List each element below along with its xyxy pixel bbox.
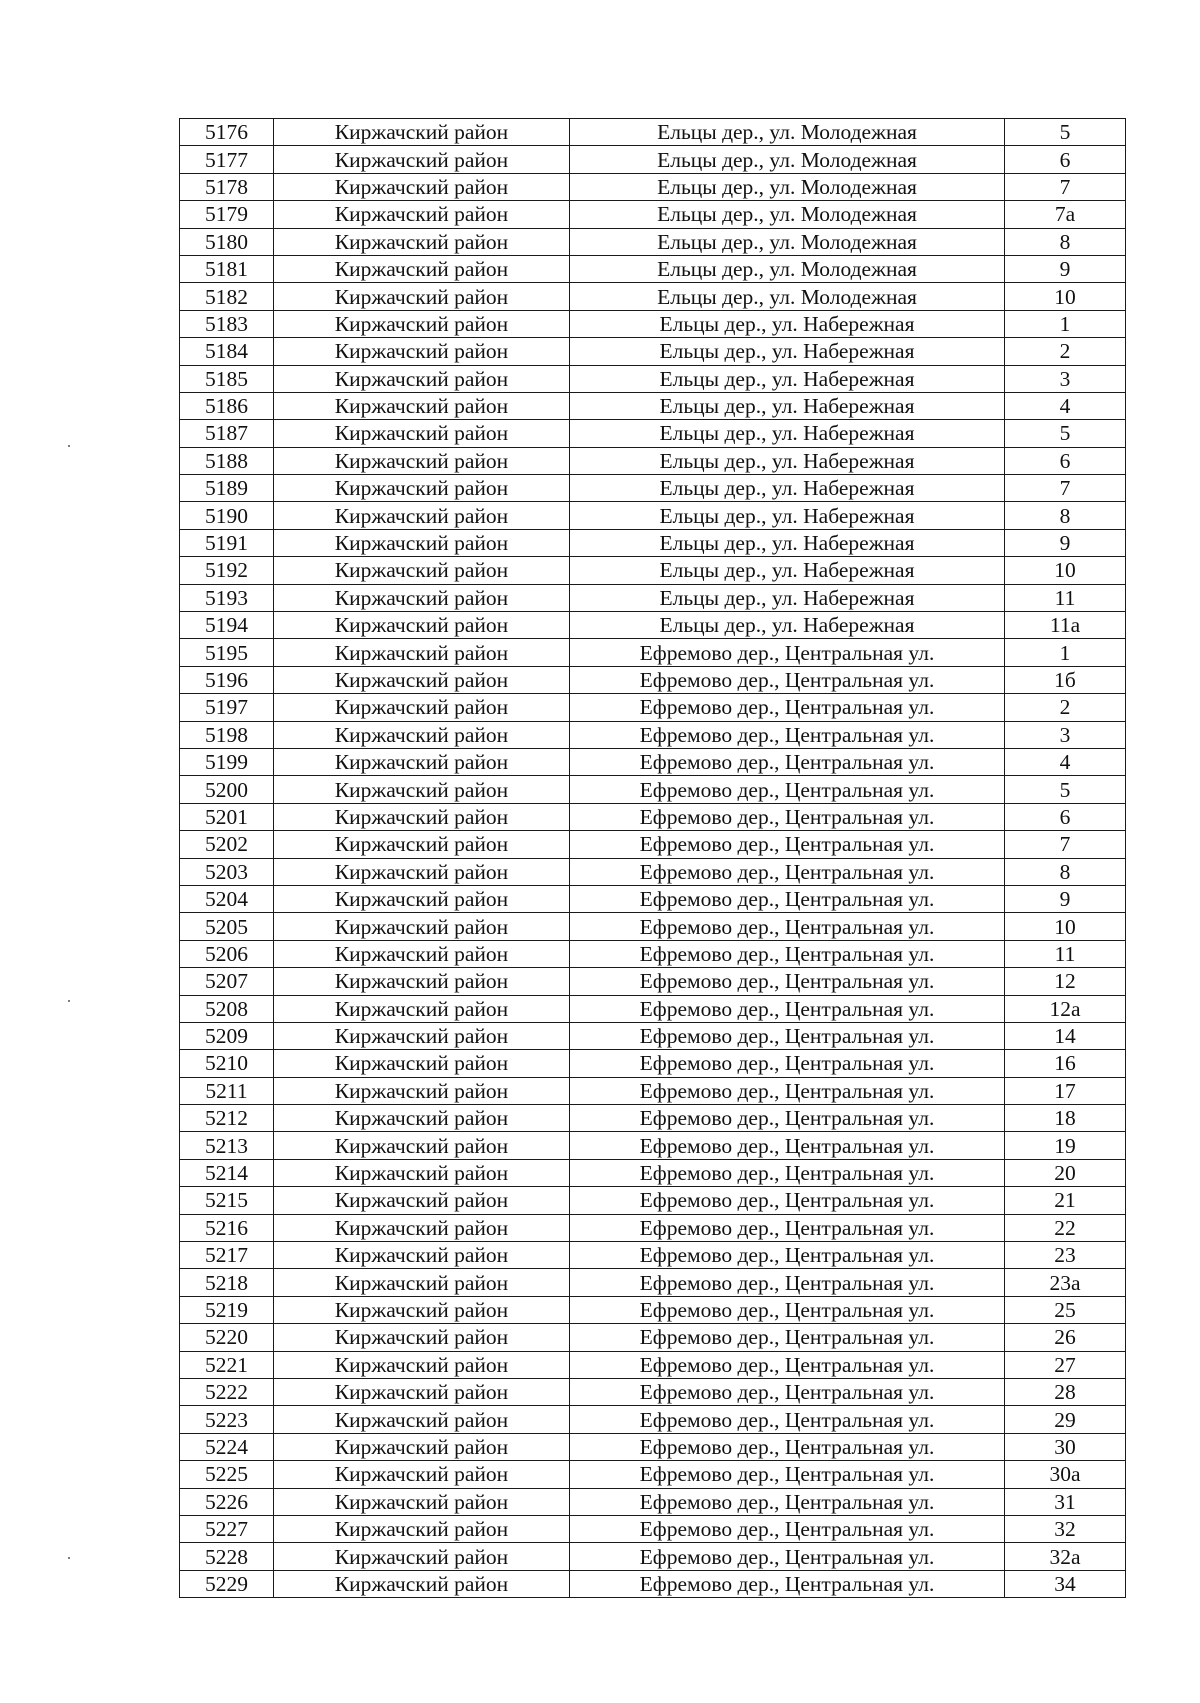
district-cell: Киржачский район [274,831,570,858]
row-number-cell: 5207 [180,968,274,995]
house-number-cell: 34 [1005,1570,1126,1597]
row-number-cell: 5209 [180,1022,274,1049]
row-number-cell: 5226 [180,1488,274,1515]
house-number-cell: 8 [1005,858,1126,885]
row-number-cell: 5178 [180,173,274,200]
house-number-cell: 6 [1005,146,1126,173]
row-number-cell: 5187 [180,420,274,447]
row-number-cell: 5228 [180,1543,274,1570]
address-cell: Ефремово дер., Центральная ул. [570,1543,1005,1570]
row-number-cell: 5225 [180,1461,274,1488]
table-row [180,365,1126,392]
row-number-cell: 5182 [180,283,274,310]
row-number-cell: 5181 [180,255,274,282]
house-number-cell: 2 [1005,338,1126,365]
house-number-cell: 30 [1005,1433,1126,1460]
row-number-cell: 5203 [180,858,274,885]
district-cell: Киржачский район [274,173,570,200]
row-number-cell: 5204 [180,885,274,912]
district-cell: Киржачский район [274,803,570,830]
row-number-cell: 5215 [180,1187,274,1214]
table-row [180,447,1126,474]
district-cell: Киржачский район [274,1050,570,1077]
address-cell: Ефремово дер., Центральная ул. [570,1242,1005,1269]
row-number-cell: 5210 [180,1050,274,1077]
row-number-cell: 5191 [180,529,274,556]
house-number-cell: 17 [1005,1077,1126,1104]
table-row [180,694,1126,721]
row-number-cell: 5186 [180,392,274,419]
address-cell: Ефремово дер., Центральная ул. [570,1296,1005,1323]
table-row [180,1570,1126,1597]
house-number-cell: 4 [1005,748,1126,775]
row-number-cell: 5224 [180,1433,274,1460]
address-cell: Ельцы дер., ул. Набережная [570,529,1005,556]
table-row [180,1324,1126,1351]
district-cell: Киржачский район [274,694,570,721]
district-cell: Киржачский район [274,1515,570,1542]
scan-speck [68,1000,70,1002]
table-row [180,1105,1126,1132]
row-number-cell: 5208 [180,995,274,1022]
district-cell: Киржачский район [274,310,570,337]
address-cell: Ефремово дер., Центральная ул. [570,1077,1005,1104]
district-cell: Киржачский район [274,1159,570,1186]
row-number-cell: 5196 [180,666,274,693]
table-row [180,612,1126,639]
address-cell: Ельцы дер., ул. Набережная [570,392,1005,419]
scan-speck [68,1557,70,1559]
district-cell: Киржачский район [274,557,570,584]
row-number-cell: 5206 [180,940,274,967]
address-cell: Ефремово дер., Центральная ул. [570,1105,1005,1132]
house-number-cell: 5 [1005,776,1126,803]
table-row [180,1406,1126,1433]
house-number-cell: 11 [1005,940,1126,967]
table-row [180,338,1126,365]
house-number-cell: 1 [1005,639,1126,666]
row-number-cell: 5188 [180,447,274,474]
row-number-cell: 5200 [180,776,274,803]
table-row [180,173,1126,200]
district-cell: Киржачский район [274,666,570,693]
district-cell: Киржачский район [274,1324,570,1351]
row-number-cell: 5212 [180,1105,274,1132]
address-cell: Ельцы дер., ул. Молодежная [570,173,1005,200]
table-row [180,1187,1126,1214]
house-number-cell: 12 [1005,968,1126,995]
row-number-cell: 5220 [180,1324,274,1351]
address-cell: Ефремово дер., Центральная ул. [570,1378,1005,1405]
house-number-cell: 9 [1005,529,1126,556]
table-row [180,557,1126,584]
district-cell: Киржачский район [274,968,570,995]
address-cell: Ельцы дер., ул. Набережная [570,310,1005,337]
address-cell: Ефремово дер., Центральная ул. [570,1488,1005,1515]
table-row [180,1242,1126,1269]
house-number-cell: 9 [1005,255,1126,282]
row-number-cell: 5199 [180,748,274,775]
house-number-cell: 7 [1005,475,1126,502]
district-cell: Киржачский район [274,1570,570,1597]
table-row [180,995,1126,1022]
district-cell: Киржачский район [274,1269,570,1296]
row-number-cell: 5218 [180,1269,274,1296]
address-cell: Ефремово дер., Центральная ул. [570,968,1005,995]
address-cell: Ефремово дер., Центральная ул. [570,1406,1005,1433]
table-row [180,502,1126,529]
address-cell: Ефремово дер., Центральная ул. [570,803,1005,830]
address-cell: Ефремово дер., Центральная ул. [570,1187,1005,1214]
table-row [180,721,1126,748]
address-cell: Ельцы дер., ул. Молодежная [570,201,1005,228]
house-number-cell: 6 [1005,447,1126,474]
table-row [180,1488,1126,1515]
district-cell: Киржачский район [274,338,570,365]
house-number-cell: 7а [1005,201,1126,228]
district-cell: Киржачский район [274,776,570,803]
district-cell: Киржачский район [274,119,570,146]
address-cell: Ефремово дер., Центральная ул. [570,913,1005,940]
table-row [180,310,1126,337]
house-number-cell: 32а [1005,1543,1126,1570]
row-number-cell: 5183 [180,310,274,337]
district-cell: Киржачский район [274,1077,570,1104]
district-cell: Киржачский район [274,913,570,940]
table-row [180,584,1126,611]
row-number-cell: 5189 [180,475,274,502]
address-cell: Ельцы дер., ул. Набережная [570,502,1005,529]
house-number-cell: 3 [1005,721,1126,748]
district-cell: Киржачский район [274,365,570,392]
row-number-cell: 5205 [180,913,274,940]
district-cell: Киржачский район [274,392,570,419]
address-cell: Ефремово дер., Центральная ул. [570,694,1005,721]
district-cell: Киржачский район [274,1132,570,1159]
address-cell: Ельцы дер., ул. Набережная [570,338,1005,365]
table-row [180,1296,1126,1323]
table-row [180,146,1126,173]
district-cell: Киржачский район [274,228,570,255]
house-number-cell: 23 [1005,1242,1126,1269]
address-cell: Ельцы дер., ул. Набережная [570,420,1005,447]
house-number-cell: 4 [1005,392,1126,419]
district-cell: Киржачский район [274,1296,570,1323]
address-cell: Ефремово дер., Центральная ул. [570,1324,1005,1351]
table-row [180,913,1126,940]
address-registry-table [179,118,1126,1598]
district-cell: Киржачский район [274,146,570,173]
address-cell: Ефремово дер., Центральная ул. [570,1433,1005,1460]
house-number-cell: 16 [1005,1050,1126,1077]
row-number-cell: 5223 [180,1406,274,1433]
district-cell: Киржачский район [274,502,570,529]
table-row [180,885,1126,912]
row-number-cell: 5197 [180,694,274,721]
table-row [180,666,1126,693]
house-number-cell: 1 [1005,310,1126,337]
house-number-cell: 32 [1005,1515,1126,1542]
address-cell: Ельцы дер., ул. Молодежная [570,119,1005,146]
table-row [180,228,1126,255]
district-cell: Киржачский район [274,1022,570,1049]
table-row [180,968,1126,995]
address-cell: Ефремово дер., Центральная ул. [570,1132,1005,1159]
district-cell: Киржачский район [274,1187,570,1214]
house-number-cell: 5 [1005,420,1126,447]
house-number-cell: 6 [1005,803,1126,830]
row-number-cell: 5185 [180,365,274,392]
row-number-cell: 5192 [180,557,274,584]
address-cell: Ефремово дер., Центральная ул. [570,831,1005,858]
row-number-cell: 5194 [180,612,274,639]
district-cell: Киржачский район [274,255,570,282]
table-row [180,119,1126,146]
table-row [180,1214,1126,1241]
address-cell: Ельцы дер., ул. Набережная [570,475,1005,502]
address-cell: Ельцы дер., ул. Молодежная [570,255,1005,282]
district-cell: Киржачский район [274,1433,570,1460]
house-number-cell: 19 [1005,1132,1126,1159]
house-number-cell: 29 [1005,1406,1126,1433]
district-cell: Киржачский район [274,995,570,1022]
district-cell: Киржачский район [274,201,570,228]
row-number-cell: 5221 [180,1351,274,1378]
table-row [180,1022,1126,1049]
address-cell: Ельцы дер., ул. Набережная [570,584,1005,611]
district-cell: Киржачский район [274,420,570,447]
district-cell: Киржачский район [274,721,570,748]
table-row [180,1269,1126,1296]
address-cell: Ельцы дер., ул. Набережная [570,557,1005,584]
table-row [180,255,1126,282]
row-number-cell: 5198 [180,721,274,748]
house-number-cell: 18 [1005,1105,1126,1132]
district-cell: Киржачский район [274,529,570,556]
address-cell: Ельцы дер., ул. Набережная [570,447,1005,474]
row-number-cell: 5195 [180,639,274,666]
district-cell: Киржачский район [274,748,570,775]
table-row [180,748,1126,775]
address-cell: Ефремово дер., Центральная ул. [570,721,1005,748]
district-cell: Киржачский район [274,1488,570,1515]
house-number-cell: 22 [1005,1214,1126,1241]
table-row [180,201,1126,228]
house-number-cell: 8 [1005,228,1126,255]
address-cell: Ефремово дер., Центральная ул. [570,639,1005,666]
district-cell: Киржачский район [274,584,570,611]
house-number-cell: 28 [1005,1378,1126,1405]
row-number-cell: 5184 [180,338,274,365]
address-cell: Ельцы дер., ул. Молодежная [570,228,1005,255]
district-cell: Киржачский район [274,940,570,967]
house-number-cell: 11 [1005,584,1126,611]
row-number-cell: 5211 [180,1077,274,1104]
house-number-cell: 7 [1005,831,1126,858]
house-number-cell: 5 [1005,119,1126,146]
row-number-cell: 5216 [180,1214,274,1241]
house-number-cell: 31 [1005,1488,1126,1515]
district-cell: Киржачский район [274,1406,570,1433]
house-number-cell: 25 [1005,1296,1126,1323]
address-cell: Ефремово дер., Центральная ул. [570,1461,1005,1488]
house-number-cell: 1б [1005,666,1126,693]
address-cell: Ефремово дер., Центральная ул. [570,1515,1005,1542]
row-number-cell: 5222 [180,1378,274,1405]
district-cell: Киржачский район [274,1378,570,1405]
house-number-cell: 14 [1005,1022,1126,1049]
house-number-cell: 27 [1005,1351,1126,1378]
table-row [180,1378,1126,1405]
district-cell: Киржачский район [274,447,570,474]
district-cell: Киржачский район [274,612,570,639]
table-row [180,940,1126,967]
table-row [180,1351,1126,1378]
row-number-cell: 5180 [180,228,274,255]
house-number-cell: 23а [1005,1269,1126,1296]
district-cell: Киржачский район [274,885,570,912]
row-number-cell: 5176 [180,119,274,146]
house-number-cell: 8 [1005,502,1126,529]
table-row [180,1132,1126,1159]
table-row [180,639,1126,666]
row-number-cell: 5217 [180,1242,274,1269]
house-number-cell: 3 [1005,365,1126,392]
address-cell: Ельцы дер., ул. Молодежная [570,146,1005,173]
house-number-cell: 30а [1005,1461,1126,1488]
address-cell: Ефремово дер., Центральная ул. [570,885,1005,912]
address-cell: Ефремово дер., Центральная ул. [570,1022,1005,1049]
house-number-cell: 2 [1005,694,1126,721]
address-cell: Ельцы дер., ул. Набережная [570,365,1005,392]
row-number-cell: 5229 [180,1570,274,1597]
address-cell: Ефремово дер., Центральная ул. [570,1351,1005,1378]
table-row [180,803,1126,830]
table-row [180,1077,1126,1104]
district-cell: Киржачский район [274,283,570,310]
row-number-cell: 5179 [180,201,274,228]
house-number-cell: 10 [1005,557,1126,584]
table-row [180,475,1126,502]
table-row [180,776,1126,803]
house-number-cell: 7 [1005,173,1126,200]
table-row [180,529,1126,556]
district-cell: Киржачский район [274,1543,570,1570]
address-cell: Ефремово дер., Центральная ул. [570,1050,1005,1077]
house-number-cell: 11а [1005,612,1126,639]
row-number-cell: 5190 [180,502,274,529]
scan-speck [68,445,70,447]
district-cell: Киржачский район [274,858,570,885]
row-number-cell: 5202 [180,831,274,858]
row-number-cell: 5214 [180,1159,274,1186]
table-row [180,1515,1126,1542]
address-cell: Ефремово дер., Центральная ул. [570,776,1005,803]
table-row [180,420,1126,447]
district-cell: Киржачский район [274,475,570,502]
house-number-cell: 12а [1005,995,1126,1022]
row-number-cell: 5213 [180,1132,274,1159]
row-number-cell: 5219 [180,1296,274,1323]
address-cell: Ефремово дер., Центральная ул. [570,995,1005,1022]
row-number-cell: 5177 [180,146,274,173]
address-cell: Ефремово дер., Центральная ул. [570,1269,1005,1296]
row-number-cell: 5201 [180,803,274,830]
district-cell: Киржачский район [274,1351,570,1378]
house-number-cell: 9 [1005,885,1126,912]
row-number-cell: 5227 [180,1515,274,1542]
house-number-cell: 21 [1005,1187,1126,1214]
address-cell: Ельцы дер., ул. Набережная [570,612,1005,639]
table-row [180,1050,1126,1077]
table-row [180,392,1126,419]
table-row [180,283,1126,310]
address-cell: Ефремово дер., Центральная ул. [570,748,1005,775]
district-cell: Киржачский район [274,1461,570,1488]
district-cell: Киржачский район [274,1242,570,1269]
house-number-cell: 10 [1005,283,1126,310]
district-cell: Киржачский район [274,639,570,666]
address-cell: Ефремово дер., Центральная ул. [570,858,1005,885]
table-row [180,831,1126,858]
table-row [180,1433,1126,1460]
house-number-cell: 10 [1005,913,1126,940]
address-registry-body [180,119,1126,1598]
district-cell: Киржачский район [274,1105,570,1132]
address-cell: Ельцы дер., ул. Молодежная [570,283,1005,310]
table-row [180,1159,1126,1186]
row-number-cell: 5193 [180,584,274,611]
address-cell: Ефремово дер., Центральная ул. [570,666,1005,693]
address-cell: Ефремово дер., Центральная ул. [570,1214,1005,1241]
table-row [180,1543,1126,1570]
house-number-cell: 20 [1005,1159,1126,1186]
address-cell: Ефремово дер., Центральная ул. [570,940,1005,967]
house-number-cell: 26 [1005,1324,1126,1351]
table-row [180,858,1126,885]
table-row [180,1461,1126,1488]
address-cell: Ефремово дер., Центральная ул. [570,1159,1005,1186]
district-cell: Киржачский район [274,1214,570,1241]
address-cell: Ефремово дер., Центральная ул. [570,1570,1005,1597]
